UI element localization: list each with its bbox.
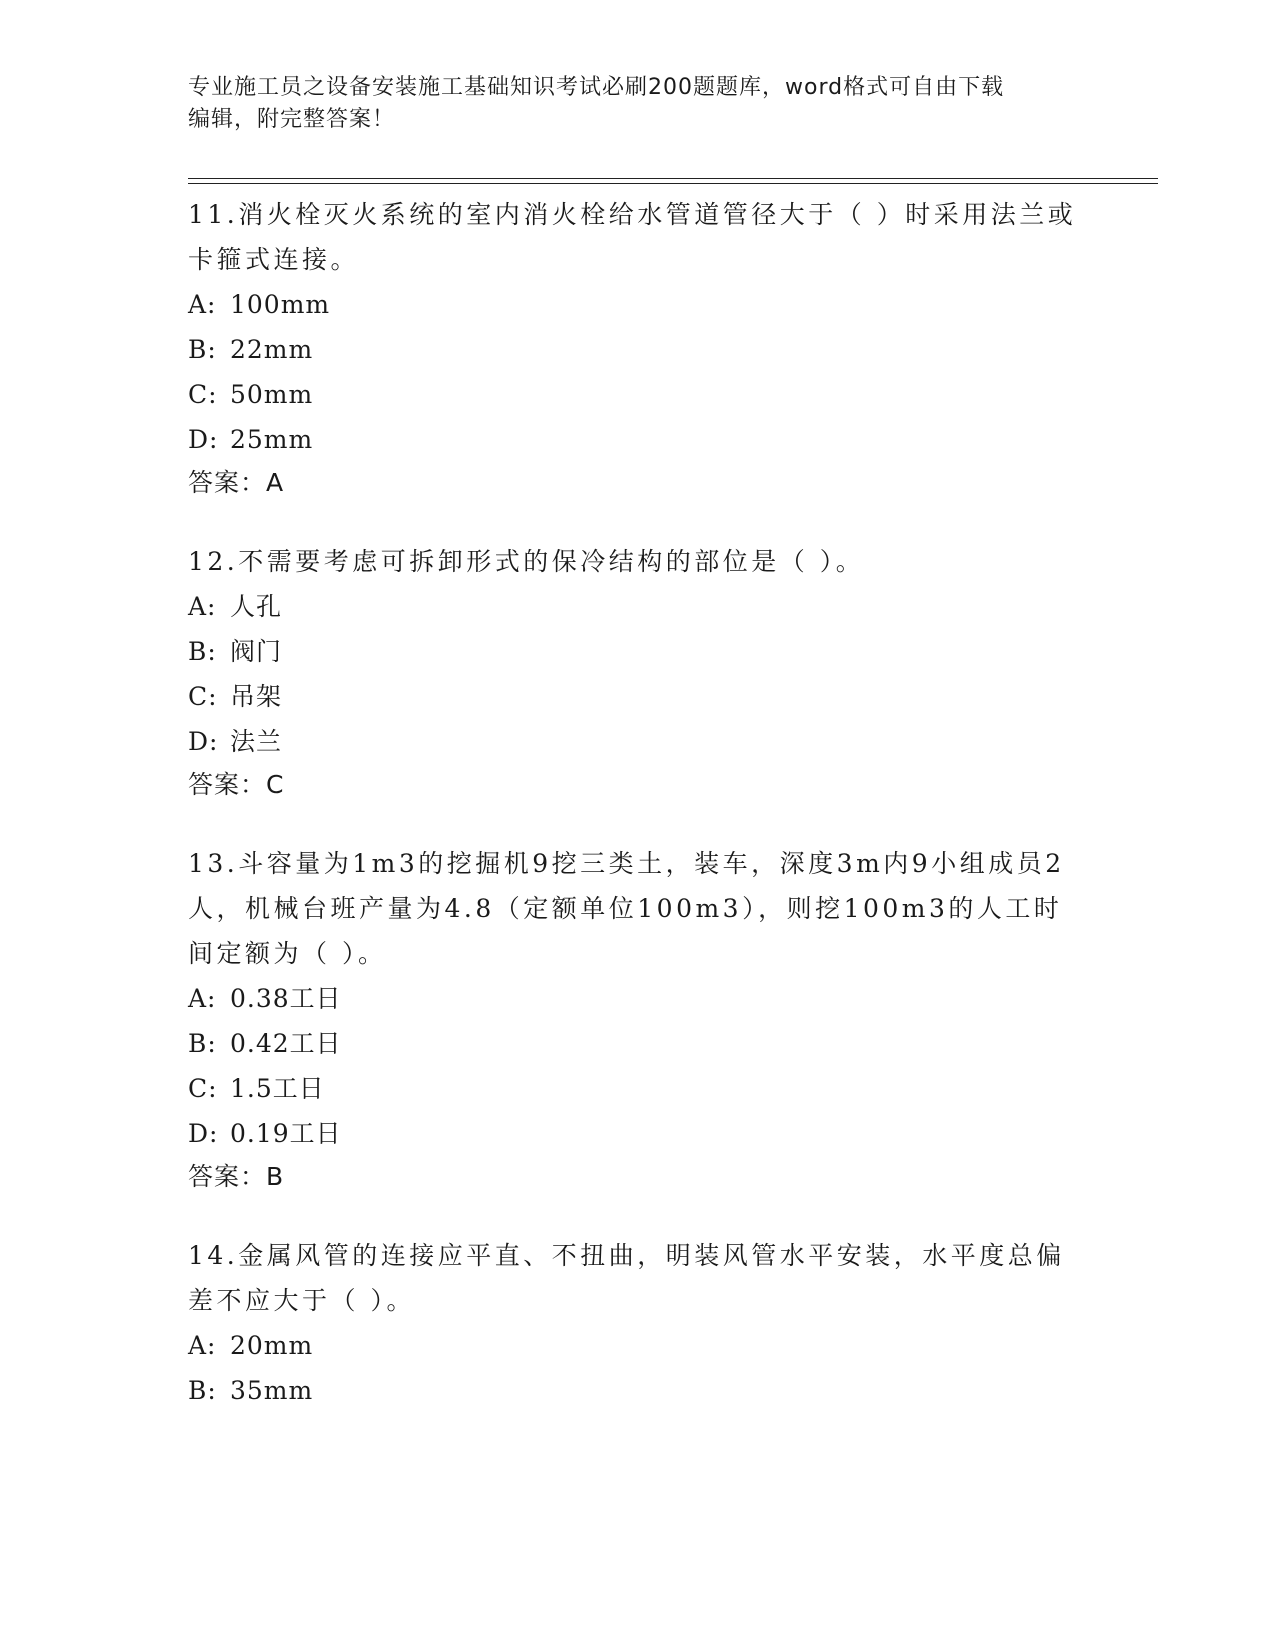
question-13	[188, 841, 1088, 1198]
option-text: 法兰	[230, 727, 283, 756]
option-b	[188, 1021, 1088, 1066]
option-key: A:	[188, 290, 217, 319]
option-key: C:	[188, 380, 218, 409]
option-text: 50mm	[230, 380, 314, 409]
document-header	[188, 72, 1068, 136]
question-12	[188, 539, 1088, 806]
header-line-1: 专业施工员之设备安装施工基础知识考试必刷200题题库，word格式可自由下载	[188, 75, 1005, 100]
option-key: B:	[188, 1376, 217, 1405]
option-key: D:	[188, 425, 219, 454]
option-key: B:	[188, 1029, 217, 1058]
option-a	[188, 1323, 1088, 1368]
header-divider-top	[188, 178, 1158, 179]
option-b	[188, 629, 1088, 674]
option-text: 0.42工日	[230, 1029, 342, 1058]
option-text: 1.5工日	[230, 1074, 325, 1103]
answer-line: 答案：B	[188, 1162, 285, 1191]
option-a	[188, 584, 1088, 629]
option-text: 22mm	[230, 335, 314, 364]
question-11	[188, 192, 1088, 504]
option-text: 0.38工日	[230, 984, 342, 1013]
option-text: 人孔	[230, 592, 283, 621]
option-key: B:	[188, 637, 217, 666]
option-d	[188, 1111, 1088, 1156]
header-line-2: 编辑，附完整答案！	[188, 107, 396, 132]
option-d	[188, 417, 1088, 462]
header-divider-bottom	[188, 183, 1158, 184]
option-text: 35mm	[230, 1376, 314, 1405]
option-key: A:	[188, 984, 217, 1013]
option-c	[188, 674, 1088, 719]
option-key: A:	[188, 592, 217, 621]
question-stem: 12.不需要考虑可拆卸形式的保冷结构的部位是（ ）。	[188, 547, 865, 576]
answer-line: 答案：C	[188, 770, 285, 799]
question-14	[188, 1233, 1088, 1413]
option-d	[188, 719, 1088, 764]
question-stem: 14.金属风管的连接应平直、不扭曲，明装风管水平安装，水平度总偏差不应大于（ ）。	[188, 1241, 1065, 1315]
question-stem: 13.斗容量为1m3的挖掘机9挖三类土，装车，深度3m内9小组成员2人，机械台班产量为4.8（定额单位100m3），则挖100m3的人工时间定额为（ ）。	[188, 849, 1065, 968]
option-b	[188, 1368, 1088, 1413]
option-b	[188, 327, 1088, 372]
option-text: 吊架	[230, 682, 283, 711]
option-a	[188, 976, 1088, 1021]
option-key: C:	[188, 682, 218, 711]
option-text: 阀门	[230, 637, 283, 666]
option-key: A:	[188, 1331, 217, 1360]
option-text: 25mm	[230, 425, 314, 454]
option-text: 20mm	[230, 1331, 314, 1360]
answer-line: 答案：A	[188, 468, 285, 497]
option-c	[188, 1066, 1088, 1111]
option-key: D:	[188, 727, 219, 756]
option-key: B:	[188, 335, 217, 364]
option-key: D:	[188, 1119, 219, 1148]
option-c	[188, 372, 1088, 417]
question-list	[188, 192, 1088, 1448]
option-a	[188, 282, 1088, 327]
option-text: 0.19工日	[230, 1119, 342, 1148]
option-key: C:	[188, 1074, 218, 1103]
question-stem: 11.消火栓灭火系统的室内消火栓给水管道管径大于（ ）时采用法兰或卡箍式连接。	[188, 200, 1077, 274]
option-text: 100mm	[230, 290, 331, 319]
